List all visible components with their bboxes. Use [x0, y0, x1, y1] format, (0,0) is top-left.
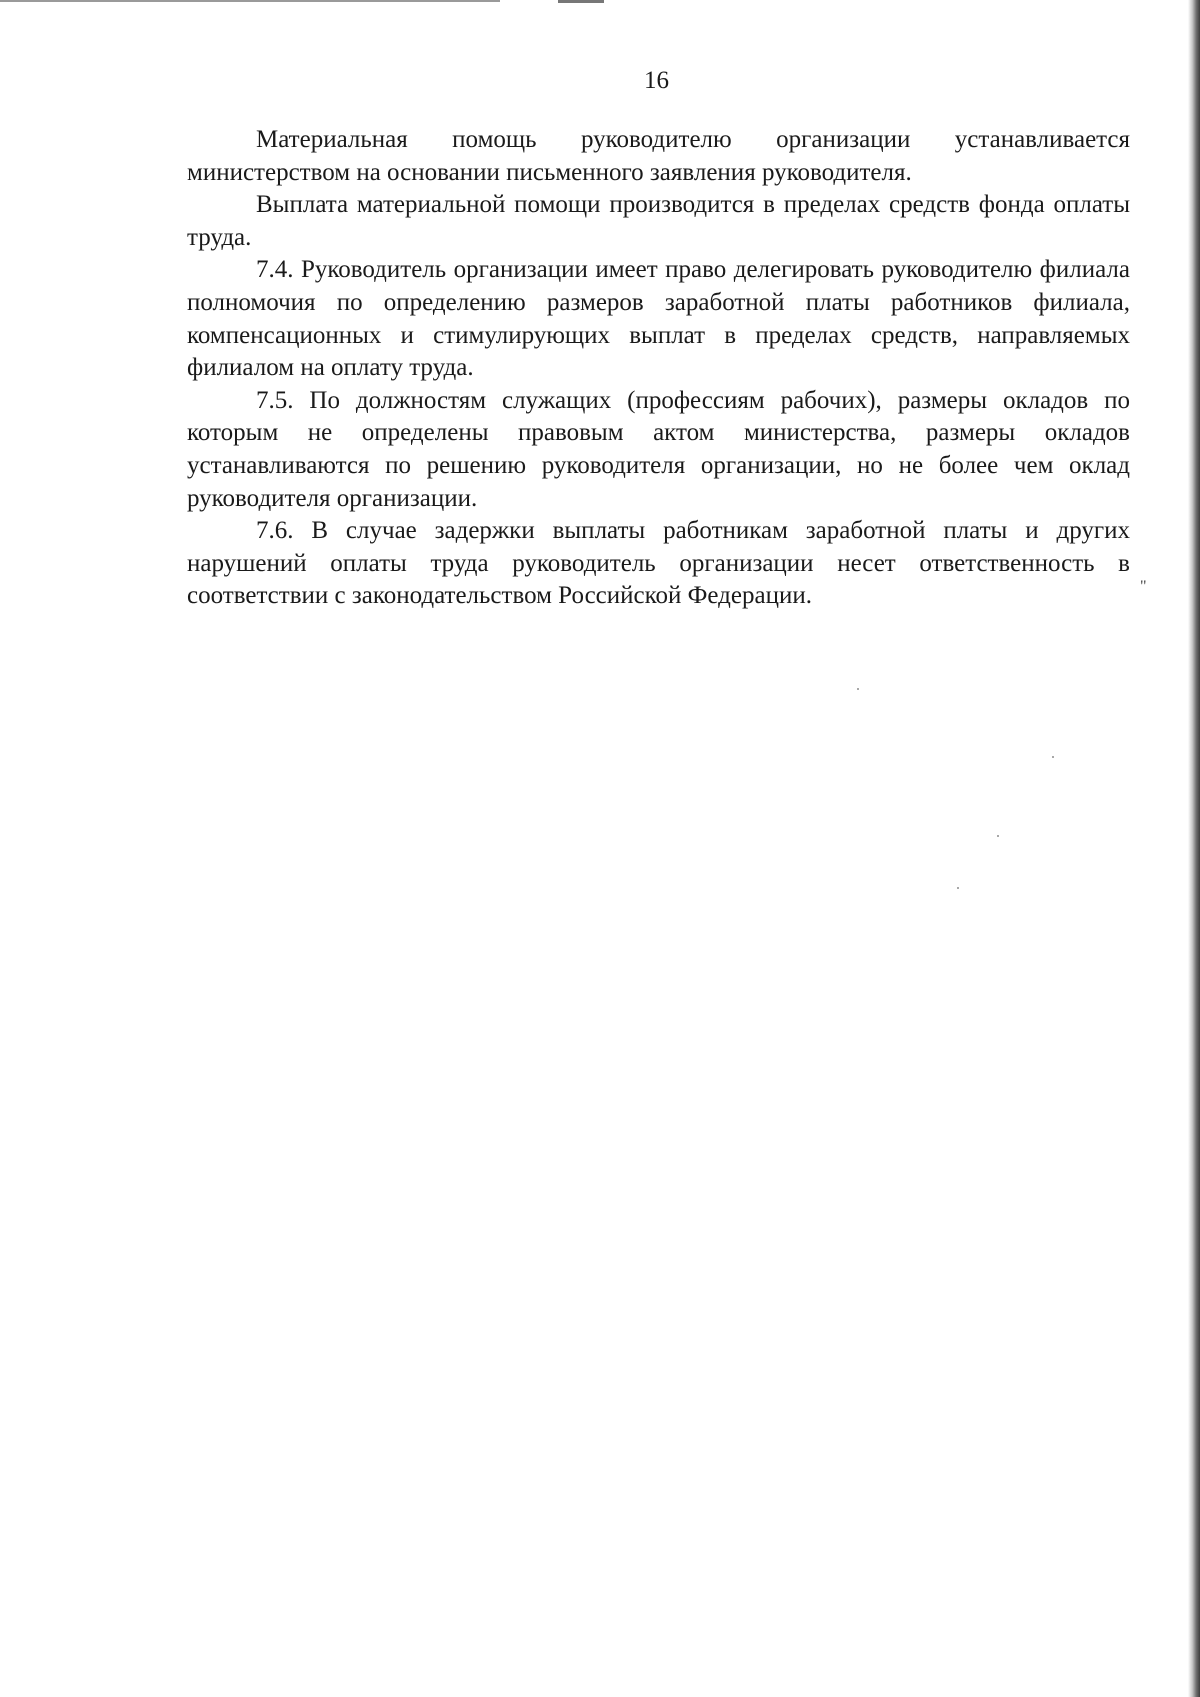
scan-top-mark [558, 0, 604, 3]
scan-speck [857, 688, 859, 690]
scan-right-edge [1188, 0, 1200, 1697]
paragraph-7-6: 7.6. В случае задержки выплаты работникам заработной платы и других нарушений оплаты труда руководитель организации несет ответственность в соответствии с законодательством Российской Федерации. [187, 517, 1130, 610]
closing-quote-mark: " [1140, 578, 1147, 595]
page-number: 16 [644, 67, 669, 94]
paragraph-material-aid-head: Материальная помощь руководителю организации устанавливается министерством на основании письменного заявления руководителя. [187, 126, 1130, 186]
paragraph-material-aid-payment: Выплата материальной помощи производится в пределах средств фонда оплаты труда. [187, 191, 1130, 251]
scan-edge-line [0, 0, 500, 2]
scan-speck [957, 887, 959, 889]
scan-speck [997, 835, 999, 837]
paragraph-7-4: 7.4. Руководитель организации имеет право делегировать руководителю филиала полномочия по определению размеров заработной платы работников филиала, компенсационных и стимулирующих выплат в пределах средств, направляемых филиалом на оплату труда. [187, 256, 1130, 382]
document-body [187, 124, 1130, 613]
scan-speck [1052, 756, 1054, 758]
paragraph-7-5: 7.5. По должностям служащих (профессиям рабочих), размеры окладов по которым не определены правовым актом министерства, размеры окладов устанавливаются по решению руководителя организации, но не более чем оклад руководителя организации. [187, 386, 1130, 512]
